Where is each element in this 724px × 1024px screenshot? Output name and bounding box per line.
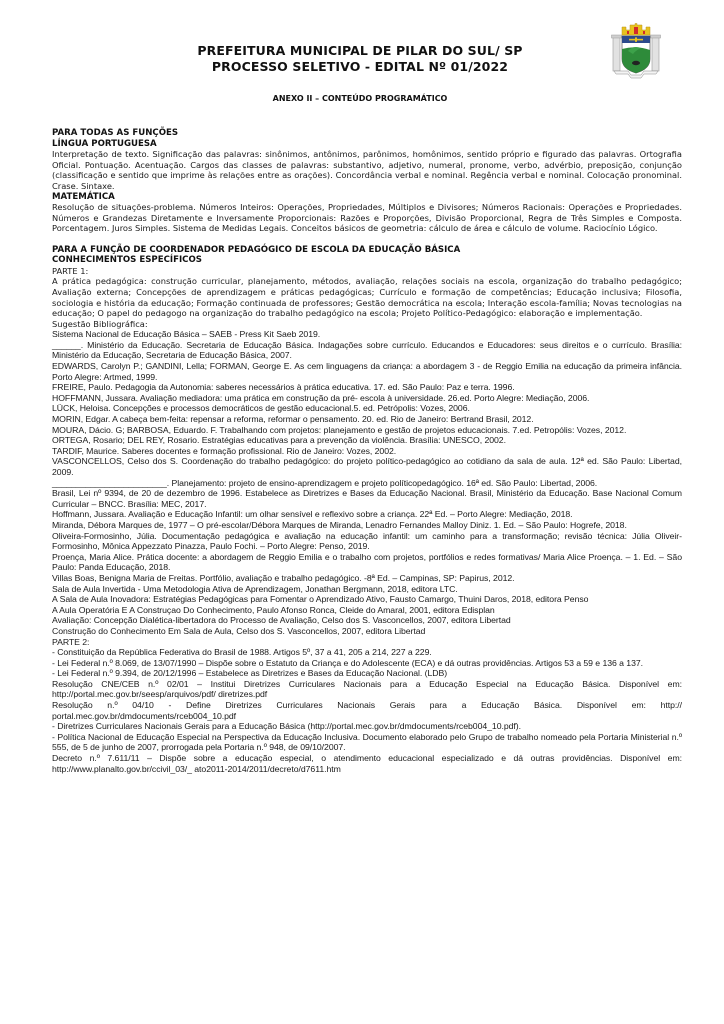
bibliography-item: VASCONCELLOS, Celso dos S. Coordenação do trabalho pedagógico: do projeto político-pedagógico ao cotidiano da sala de aula. 12ª ed. São Paulo: Libertad, 2009. xyxy=(52,456,682,477)
bibliography-item: Brasil, Lei nº 9394, de 20 de dezembro de 1996. Estabelece as Diretrizes e Bases da Educação Nacional. Brasil, Ministério da Educação. Base Nacional Comum Curricular – BNCC. Brasília: MEC, 2017. xyxy=(52,488,682,509)
bibliography-item: EDWARDS, Carolyn P.; GANDINI, Lella; FORMAN, George E. As cem linguagens da criança: a abordagem 3 - de Reggio Emilia na educação da primeira infância. Porto Alegre: Artmed, 1999. xyxy=(52,361,682,382)
bibliography-item: A Sala de Aula Inovadora: Estratégias Pedagógicas para Fomentar o Aprendizado Ativo, Fausto Camargo, Thuini Daros, 2018, editora Penso xyxy=(52,594,589,605)
bibliography-item: Sala de Aula Invertida - Uma Metodologia Ativa de Aprendizagem, Jonathan Bergmann, 2018, editora LTC. xyxy=(52,583,458,594)
section-subheading-specific: CONHECIMENTOS ESPECÍFICOS xyxy=(52,255,202,266)
bibliography-label: Sugestão Bibliográfica: xyxy=(52,318,148,329)
bibliography-item: ______. Ministério da Educação. Secretaria de Educação Básica. Indagações sobre currículo. Educandos e Educadores: seus direitos e o currículo. Brasília: Ministério da Educação, Secretaria de Educação Básica, 2007. xyxy=(52,339,682,361)
legislation-item: Resolução CNE/CEB n.º 02/01 – Institui Diretrizes Curriculares Nacionais para a Educação Especial na Educação Básica. Disponível em: http://portal.mec.gov.br/seesp/arquivos/pdf/ diretrizes.pdf xyxy=(52,678,682,700)
bibliography-item: HOFFMANN, Jussara. Avaliação mediadora: uma prática em construção da pré- escola à universidade. 26.ed. Porto Alegre: Mediação, 2006. xyxy=(52,392,590,403)
bibliography-item: Sistema Nacional de Educação Básica – SAEB - Press Kit Saeb 2019. xyxy=(52,329,321,340)
bibliography-item: Hoffmann, Jussara. Avaliação e Educação Infantil: um olhar sensível e reflexivo sobre a criança. 22ª Ed. – Porto Alegre: Mediação, 2018. xyxy=(52,509,573,520)
bibliography-item: Construção do Conhecimento Em Sala de Aula, Celso dos S. Vasconcellos, 2007, editora Libertad xyxy=(52,625,426,636)
bibliography-item: MOURA, Dácio. G; BARBOSA, Eduardo. F. Trabalhando com projetos: planejamento e gestão de projetos educacionais. 7.ed. Petropólis: Vozes, 2012. xyxy=(52,424,627,435)
bibliography-item: MORIN, Edgar. A cabeça bem-feita: repensar a reforma, reformar o pensamento. 20. ed. Rio de Janeiro: Bertrand Brasil, 2012. xyxy=(52,414,534,425)
bibliography-item: LÜCK, Heloisa. Concepções e processos democráticos de gestão educacional.5. ed. Petrópolis: Vozes, 2006. xyxy=(52,403,470,414)
document-header xyxy=(0,0,724,110)
bibliography-item: ORTEGA, Rosario; DEL REY, Rosario. Estratégias educativas para a prevenção da violência. Brasília: UNESCO, 2002. xyxy=(52,435,506,446)
part1-text: A prática pedagógica: construção curricular, planejamento, métodos, avaliação, relações sociais na escola, organização do trabalho pedagógico; Avaliação externa; Concepções de aprendizagem e práticas pedagógicas; Currículo e formação de competências; Educação inclusiva; Filosofia, sociologia e história da educação; Formação continuada de professores; Gestão democrática na escola; Interação escola-família; Novas tecnologias na educação; O papel do pedagogo na organização do trabalho pedagógico na escola; Projeto Político-Pedagógico: elaboração e implementação. xyxy=(52,276,682,319)
bibliography-item: Villas Boas, Benigna Maria de Freitas. Portfólio, avaliação e trabalho pedagógico. -8ª Ed. – Campinas, SP: Papirus, 2012. xyxy=(52,572,515,583)
document-body xyxy=(52,128,682,774)
legislation-item: - Política Nacional de Educação Especial na Perspectiva da Educação Inclusiva. Documento elaborado pelo Grupo de trabalho nomeado pela Portaria Ministerial n.º 555, de 5 de junho de 2007, prorrogada pela Portaria n.º 948, de 09/10/2007. xyxy=(52,731,682,753)
coat-of-arms-icon xyxy=(611,23,661,79)
bibliography-item: A Aula Operatória E A Construçao Do Conhecimento, Paulo Afonso Ronca, Cleide do Amaral, 2001, editora Edisplan xyxy=(52,604,495,615)
subject-heading-portuguese: LÍNGUA PORTUGUESA xyxy=(52,138,157,149)
bibliography-item: FREIRE, Paulo. Pedagogia da Autonomia: saberes necessários à prática educativa. 17. ed. São Paulo: Paz e terra. 1996. xyxy=(52,382,515,393)
subject-text-portuguese: Interpretação de texto. Significação das palavras: sinônimos, antônimos, parônimos, homônimos, sentido próprio e figurado das palavras. Ortografia Oficial. Pontuação. Acentuação. Cargos das classes de palavras: substantivo, adjetivo, numeral, pronome, verbo, advérbio, preposição, conjunção (classificação e sentido que imprime às relações entre as orações). Concordância verbal e nominal. Regência verbal e nominal. Colocação pronominal. Crase. Sintaxe. xyxy=(52,149,682,191)
legislation-item: - Lei Federal n.º 9.394, de 20/12/1996 – Estabelece as Diretrizes e Bases da Educação Nacional. (LDB) xyxy=(52,668,448,679)
header-title-municipality: PREFEITURA MUNICIPAL DE PILAR DO SUL/ SP xyxy=(197,43,523,58)
subject-text-math: Resolução de situações-problema. Números Inteiros: Operações, Propriedades, Múltiplos e Divisores; Números Racionais: Operações e Propriedades. Números e Grandezas Diretamente e Inversamente Proporcionais: Razões e Proporções, Divisão Proporcional, Regra de Três Simples e Composta. Porcentagem. Juros Simples. Sistema de Medidas Legais. Conceitos básicos de geometria: cálculo de área e cálculo de volume. Raciocínio Lógico. xyxy=(52,202,682,234)
legislation-item: Resolução n.º 04/10 - Define Diretrizes Curriculares Nacionais Gerais para a Educação Básica. Disponível em: http:// portal.mec.gov.br/dmdocuments/rceb004_10.pdf xyxy=(52,700,682,721)
bibliography-item: Miranda, Débora Marques de, 1977 – O pré-escolar/Débora Marques de Miranda, Lenadro Fernandes Malloy Diniz. 1. Ed. – São Paulo: Hogrefe, 2018. xyxy=(52,519,627,530)
section-heading-coordinator: PARA A FUNÇÃO DE COORDENADOR PEDAGÓGICO DE ESCOLA DA EDUCAÇÃO BÁSICA xyxy=(52,244,461,255)
legislation-item: - Constituição da República Federativa do Brasil de 1988. Artigos 5º, 37 a 41, 205 a 214, 227 a 229. xyxy=(52,647,432,658)
bibliography-item: Oliveira-Formosinho, Júlia. Documentação pedagógica e avaliação na educação infantil: um caminho para a transformação; revisão técnica: Júlia Oliveir-Formosinho, Mônica Appezzato Pinazza, Paulo Fochi. – Porto Alegre: Penso, 2019. xyxy=(52,530,682,552)
spacer xyxy=(52,234,682,245)
legislation-item: - Lei Federal n.º 8.069, de 13/07/1990 – Dispõe sobre o Estatuto da Criança e do Adolescente (ECA) e dá outras providências. Artigos 53 a 59 e 136 a 137. xyxy=(52,657,644,668)
bibliography-list xyxy=(52,329,682,774)
bibliography-item: Proença, Maria Alice. Prática docente: a abordagem de Reggio Emilia e o trabalho com projetos, portfólios e redes formativas/ Maria Alice Proença. – 1. Ed. – São Paulo: Panda Educação, 2018. xyxy=(52,551,682,573)
annex-title: ANEXO II – CONTEÚDO PROGRAMÁTICO xyxy=(272,94,448,103)
bibliography-item: TARDIF, Maurice. Saberes docentes e formação profissional. Rio de Janeiro: Vozes, 2002. xyxy=(52,445,397,456)
part2-label: PARTE 2: xyxy=(52,636,90,647)
subject-heading-math: MATEMÁTICA xyxy=(52,191,115,202)
bibliography-item: Avaliação: Concepção Dialética-libertadora do Processo de Avaliação, Celso dos S. Vasconcellos, 2007, editora Libertad xyxy=(52,615,511,626)
legislation-item: Decreto n.º 7.611/11 – Dispõe sobre a educação especial, o atendimento educacional especializado e dá outras providências. Disponível em: http://www.planalto.gov.br/ccivil_03/_ ato2011-2014/2011/decreto/d7611.htm xyxy=(52,753,682,774)
legislation-item: - Diretrizes Curriculares Nacionais Gerais para a Educação Básica (http://portal.mec.gov.br/dmdocuments/rceb004_10.pdf). xyxy=(52,721,521,732)
section-heading-all-functions: PARA TODAS AS FUNÇÕES xyxy=(52,128,179,138)
part1-label: PARTE 1: xyxy=(52,265,89,276)
bibliography-item: ________________________. Planejamento: projeto de ensino-aprendizagem e projeto políticopedagógico. 16ª ed. São Paulo: Libertad, 2006. xyxy=(52,477,598,488)
header-title-edital: PROCESSO SELETIVO - EDITAL Nº 01/2022 xyxy=(211,59,509,74)
